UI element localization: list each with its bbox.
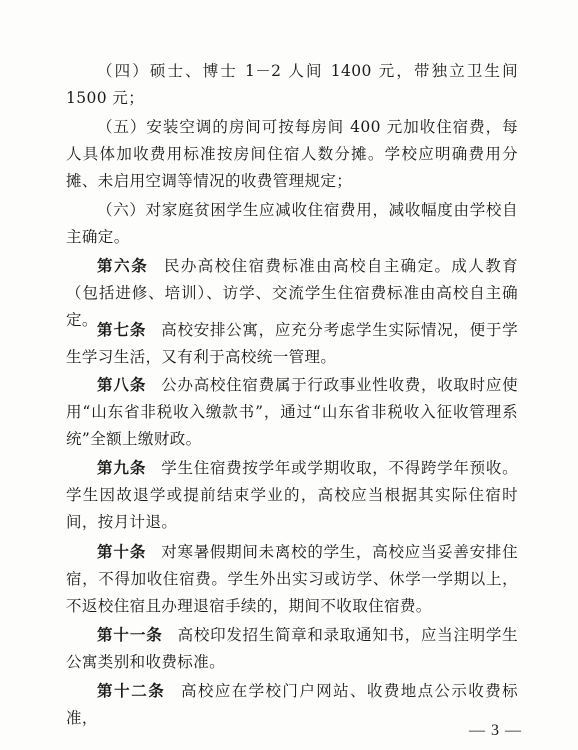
clause-six [66,197,518,251]
paragraph-text: 高校印发招生简章和录取通知书，应当注明学生公寓类别和收费标准。 [66,626,519,671]
clause-five [66,114,518,195]
paragraph-text: 公办高校住宿费属于行政事业性收费，收取时应使用“山东省非税收入缴款书”，通过“山东省非税收入征收管理系统”全额上缴财政。 [66,376,518,448]
page-number: — 3 — [469,722,522,739]
clause-four [66,58,518,112]
article-heading: 第十一条 [97,626,163,644]
paragraph-text: 高校安排公寓，应充分考虑学生实际情况，便于学生学习生活，又有利于高校统一管理。 [66,321,518,366]
article-heading: 第十条 [97,543,147,561]
article-ten [66,539,518,620]
article-seven [66,317,518,371]
article-heading: 第八条 [97,376,147,394]
article-twelve [66,678,518,732]
paragraph-text: 民办高校住宿费标准由高校自主确定。成人教育（包括进修、培训）、访学、交流学生住宿费标准由高校自主确定。 [66,257,519,329]
article-heading: 第九条 [97,459,147,477]
article-heading: 第十二条 [97,682,166,700]
paragraph-text: 学生住宿费按学年或学期收取，不得跨学年预收。学生因故退学或提前结束学业的，高校应当根据其实际住宿时间，按月计退。 [66,459,518,531]
article-heading: 第七条 [97,321,147,339]
paragraph-text: （四）硕士、博士 1－2 人间 1400 元，带独立卫生间 1500 元； [66,62,518,107]
article-eight [66,372,518,453]
paragraph-text: （五）安装空调的房间可按每房间 400 元加收住宿费，每人具体加收费用标准按房间住宿人数分摊。学校应明确费用分摊、未启用空调等情况的收费管理规定； [66,118,518,190]
article-eleven [66,622,518,676]
paragraph-text: 对寒暑假期间未离校的学生，高校应当妥善安排住宿，不得加收住宿费。学生外出实习或访学、休学一学期以上，不返校住宿且办理退宿手续的，期间不收取住宿费。 [66,543,518,615]
article-nine [66,455,518,536]
paragraph-text: （六）对家庭贫困学生应减收住宿费用，减收幅度由学校自主确定。 [66,201,518,246]
paragraph-text: 高校应在学校门户网站、收费地点公示收费标准， [66,682,518,727]
article-heading: 第六条 [97,257,149,275]
